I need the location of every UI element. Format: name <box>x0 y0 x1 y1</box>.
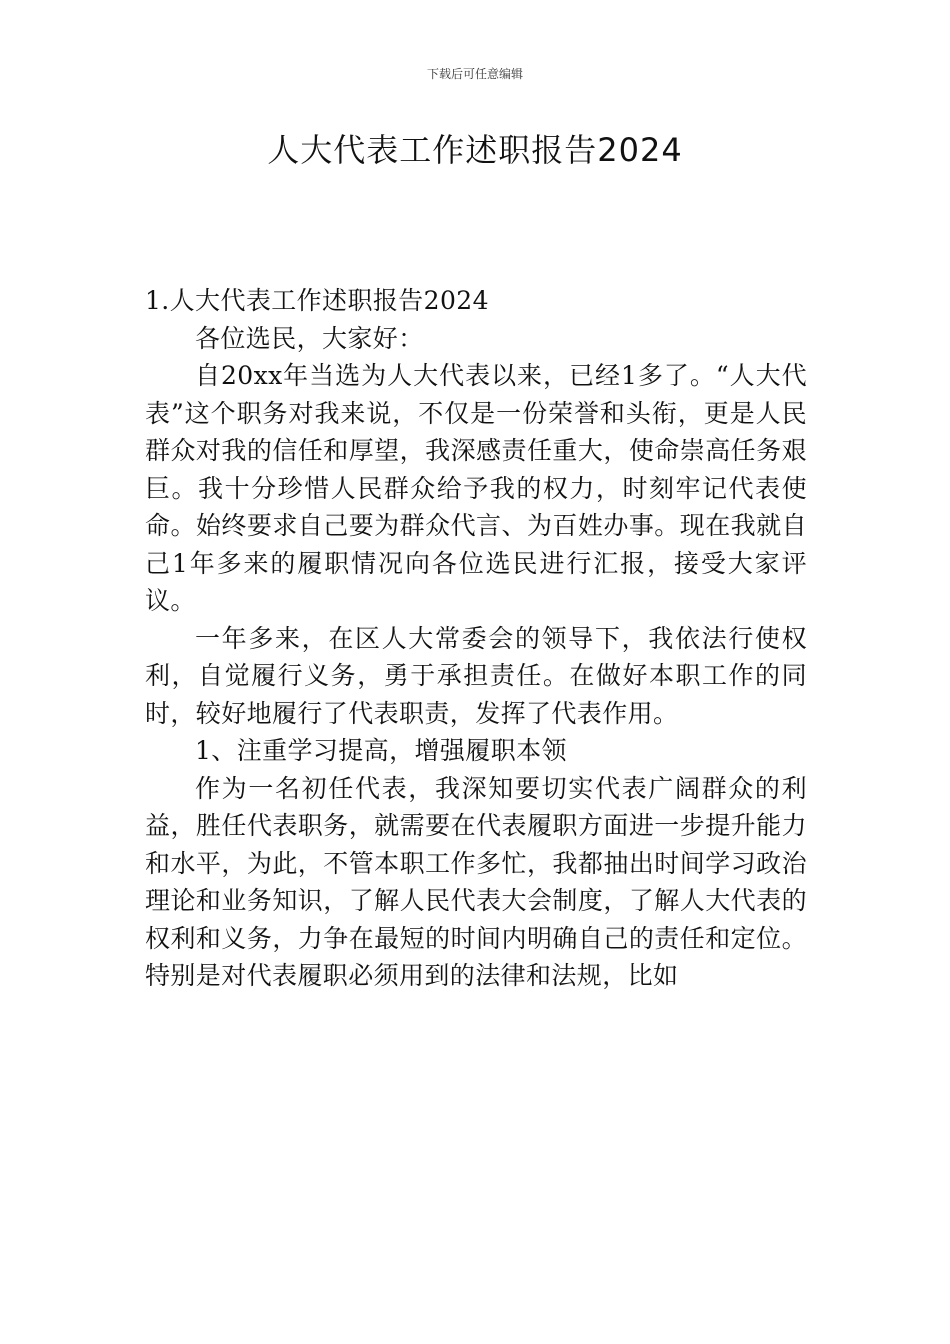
body-paragraph-3: 作为一名初任代表，我深知要切实代表广阔群众的利益，胜任代表职务，就需要在代表履职方面进一步提升能力和水平，为此，不管本职工作多忙，我都抽出时间学习政治理论和业务知识，了解人民代表大会制度，了解人大代表的权利和义务，力争在最短的时间内明确自己的责任和定位。特别是对代表履职必须用到的法律和法规，比如 <box>145 773 807 990</box>
subsection-heading: 1、注重学习提高，增强履职本领 <box>195 736 567 765</box>
header-note: 下载后可任意编辑 <box>426 67 523 81</box>
body-paragraph-1: 自20xx年当选为人大代表以来，已经1多了。“人大代表”这个职务对我来说，不仅是一份荣誉和头衔，更是人民群众对我的信任和厚望，我深感责任重大，使命崇高任务艰巨。我十分珍惜人民群众给予我的权力，时刻牢记代表使命。始终要求自己要为群众代言、为百姓办事。现在我就自己1年多来的履职情况向各位选民进行汇报，接受大家评议。 <box>145 361 807 615</box>
document-body <box>145 282 807 995</box>
body-paragraph-2: 一年多来，在区人大常委会的领导下，我依法行使权利，自觉履行义务，勇于承担责任。在做好本职工作的同时，较好地履行了代表职责，发挥了代表作用。 <box>145 623 807 728</box>
section-heading: 1.人大代表工作述职报告2024 <box>145 286 489 315</box>
document-title: 人大代表工作述职报告2024 <box>267 131 683 169</box>
greeting-paragraph: 各位选民，大家好： <box>195 323 424 353</box>
